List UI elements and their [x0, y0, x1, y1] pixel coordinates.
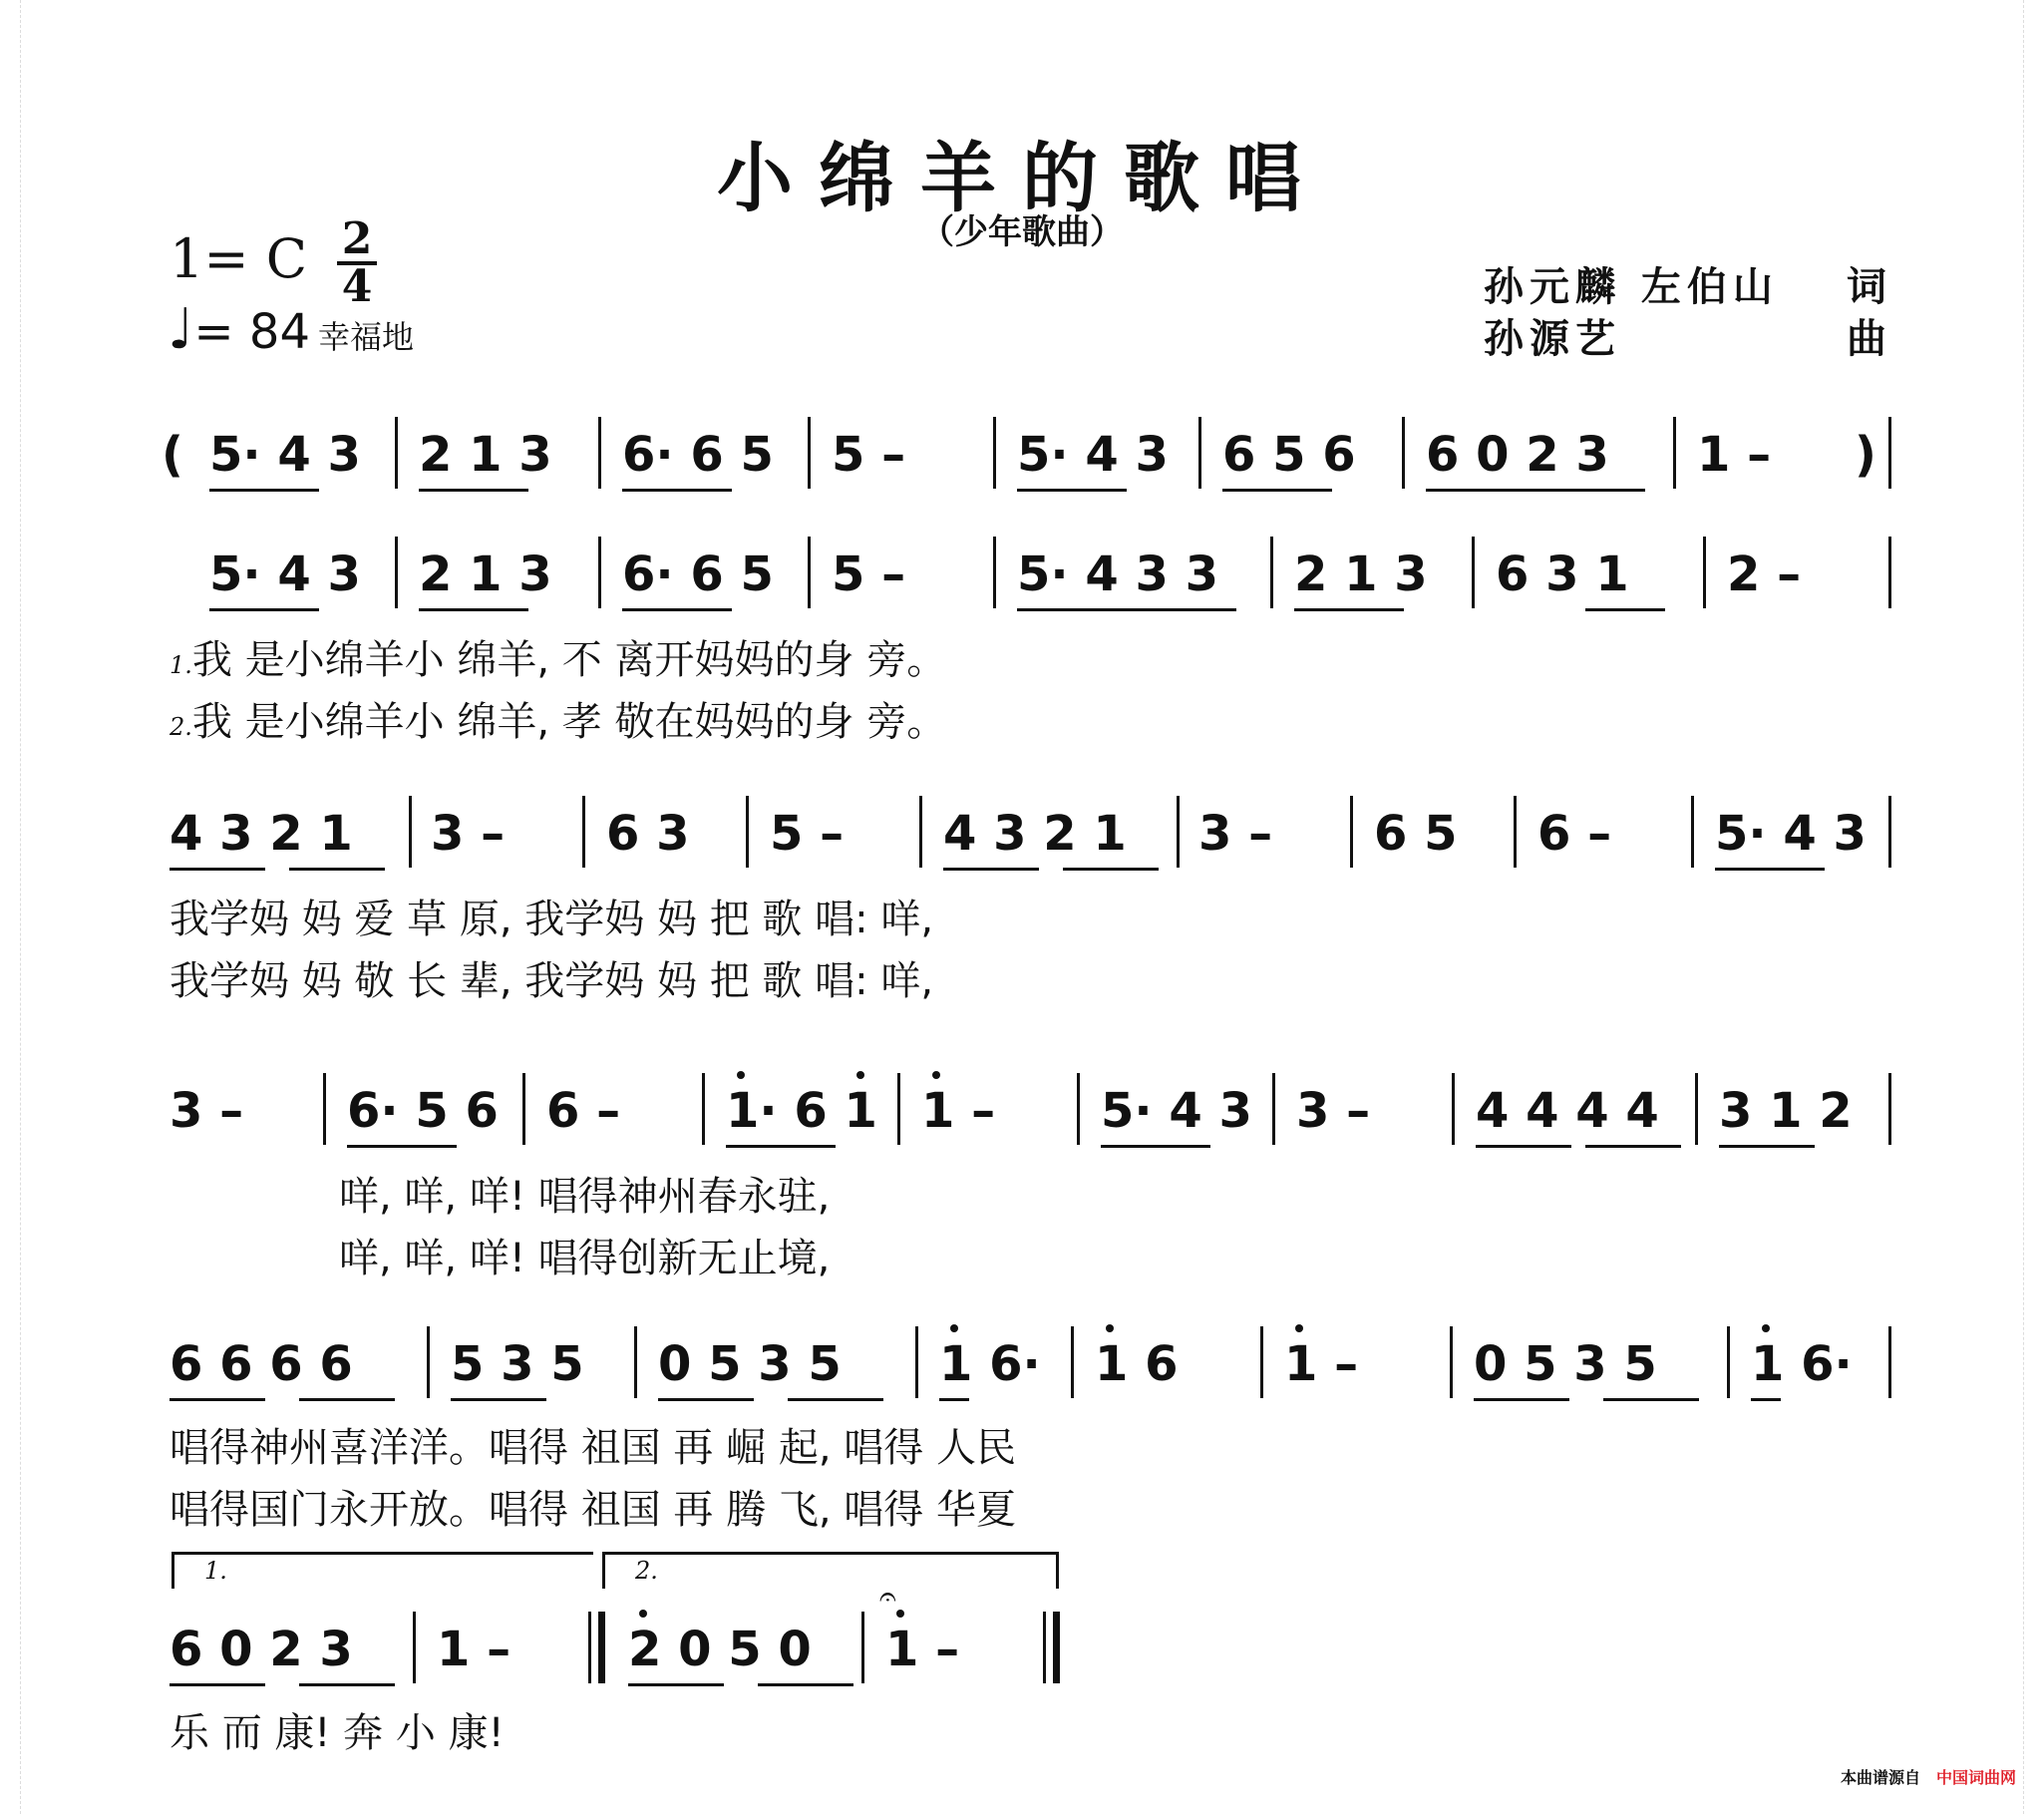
measure: 1 –	[1284, 1336, 1359, 1392]
lyric-text: 我 是小绵羊小 绵羊, 孝 敬在妈妈的身 旁。	[191, 699, 947, 745]
measure: 5 –	[832, 546, 906, 602]
barline	[634, 1326, 637, 1398]
measure: 6 0 2 3	[170, 1622, 353, 1677]
barline	[1888, 537, 1891, 608]
measure: 2 1 3	[419, 546, 552, 602]
lyric-line-1-verse-1	[170, 628, 946, 685]
barline	[598, 537, 601, 608]
barline	[915, 1326, 918, 1398]
barline	[1270, 537, 1273, 608]
underline-beam	[1017, 608, 1236, 611]
underline-beam	[758, 1683, 853, 1686]
measure: 5· 4 3	[209, 546, 361, 602]
staff-line-1	[170, 529, 1894, 618]
lyricists: 孙元麟 左伯山	[1484, 264, 1779, 310]
final-barline	[1888, 417, 1891, 489]
measure: 1· 6 1	[726, 1083, 877, 1139]
underline-beam	[788, 1398, 883, 1401]
underline-beam	[209, 608, 319, 611]
underline-beam	[1476, 1145, 1571, 1148]
measure: 6· 6 5	[622, 427, 774, 483]
barline	[1350, 796, 1353, 868]
underline-beam	[1474, 1398, 1569, 1401]
lyric-line-5: 乐 而 康! 奔 小 康!	[170, 1710, 505, 1756]
high-octave-dot	[856, 1071, 864, 1079]
verse-number: 2.	[170, 713, 192, 741]
barline	[993, 537, 996, 608]
measure: 1 6·	[939, 1336, 1041, 1392]
barline	[993, 417, 996, 489]
barline	[702, 1073, 705, 1145]
underline-beam	[1222, 489, 1332, 492]
measure: 2 1 3	[1294, 546, 1428, 602]
repeat-end-barline-thick	[598, 1612, 605, 1683]
composer: 孙源艺	[1484, 316, 1621, 362]
barline	[323, 1073, 326, 1145]
barline	[1514, 796, 1517, 868]
measure: 6 0 2 3	[1426, 427, 1609, 483]
underline-beam	[622, 489, 732, 492]
measure: 5· 4 3	[1715, 806, 1867, 862]
barline	[1077, 1073, 1080, 1145]
underline-beam	[726, 1145, 836, 1148]
barline	[919, 796, 922, 868]
underline-beam	[1603, 1398, 1699, 1401]
measure: 6 3 1	[1496, 546, 1629, 602]
measure: 6 –	[1537, 806, 1612, 862]
song-title: 小绵羊的歌唱	[717, 134, 1327, 222]
barline	[1673, 417, 1676, 489]
measure: 3 –	[1198, 806, 1273, 862]
measure: 4 3 2 1	[943, 806, 1127, 862]
footer-site-link[interactable]: 中国词曲网	[1935, 1768, 2016, 1787]
measure: 3 –	[431, 806, 506, 862]
first-ending-label: 1.	[204, 1557, 227, 1585]
first-ending-bracket	[171, 1552, 593, 1589]
measure: 0 5 3 5	[1474, 1336, 1657, 1392]
measure: 5· 4 3	[1017, 427, 1169, 483]
underline-beam	[1585, 1145, 1681, 1148]
measure: 6 –	[546, 1083, 621, 1139]
key-signature: 1= C	[170, 227, 308, 290]
measure: 6 3	[606, 806, 690, 862]
measure: 3 1 2	[1719, 1083, 1853, 1139]
barline	[1198, 417, 1201, 489]
measure: 0 5 3 5	[658, 1336, 842, 1392]
barline	[1727, 1326, 1730, 1398]
staff-line-3	[170, 1065, 1894, 1155]
composer-label: 曲	[1847, 316, 1892, 362]
high-octave-dot	[1762, 1324, 1770, 1332]
underline-beam	[1719, 1145, 1815, 1148]
final-barline	[1043, 1612, 1046, 1683]
lyric-line-1-verse-2	[170, 690, 946, 747]
measure: 5 –	[770, 806, 845, 862]
high-octave-dot	[737, 1071, 745, 1079]
measure: 4 4 4 4	[1476, 1083, 1659, 1139]
underline-beam	[1294, 608, 1404, 611]
barline	[1888, 1073, 1891, 1145]
fermata-icon: 𝄐	[879, 1580, 896, 1615]
barline	[598, 417, 601, 489]
measure: 1 –	[921, 1083, 996, 1139]
underline-beam	[1017, 489, 1127, 492]
barline	[1888, 1326, 1891, 1398]
measure: 4 3 2 1	[170, 806, 353, 862]
barline	[808, 417, 811, 489]
second-ending-bracket	[602, 1552, 1059, 1589]
song-subtitle: （少年歌曲）	[920, 212, 1124, 252]
repeat-end-barline	[588, 1612, 591, 1683]
high-octave-dot	[950, 1324, 958, 1332]
measure: 3 –	[170, 1083, 244, 1139]
measure: 2 1 3	[419, 427, 552, 483]
high-octave-dot	[639, 1610, 647, 1618]
measure: 5· 4 3	[209, 427, 361, 483]
measure: 6· 6 5	[622, 546, 774, 602]
final-barline-thick	[1053, 1612, 1060, 1683]
second-ending-label: 2.	[635, 1557, 658, 1585]
measure: 1 –	[437, 1622, 511, 1677]
barline	[1402, 417, 1405, 489]
left-margin-strip	[0, 0, 21, 1814]
barline	[1177, 796, 1180, 868]
underline-beam	[658, 1398, 754, 1401]
staff-line-2	[170, 788, 1894, 878]
barline	[1691, 796, 1694, 868]
prelude-open-paren: (	[162, 427, 183, 483]
high-octave-dot	[896, 1610, 904, 1618]
measure: 6 5	[1374, 806, 1458, 862]
measure: 1 –	[885, 1622, 960, 1677]
tempo-marking	[168, 297, 414, 362]
underline-beam	[299, 1683, 395, 1686]
lyric-line-3-verse-1: 咩, 咩, 咩! 唱得神州春永驻,	[339, 1174, 831, 1220]
measure: 1 6·	[1751, 1336, 1853, 1392]
barline	[1703, 537, 1706, 608]
underline-beam	[299, 1398, 395, 1401]
barline	[1272, 1073, 1275, 1145]
high-octave-dot	[1295, 1324, 1303, 1332]
tempo-value: = 84	[193, 304, 310, 360]
measure: 5· 4 3	[1101, 1083, 1252, 1139]
underline-beam	[1585, 608, 1665, 611]
prelude-staff	[162, 409, 1894, 499]
measure: 5· 4 3 3	[1017, 546, 1218, 602]
underline-beam	[628, 1683, 724, 1686]
barline	[427, 1326, 430, 1398]
staff-line-4	[170, 1318, 1894, 1408]
measure: 6· 5 6	[347, 1083, 499, 1139]
underline-beam	[1063, 868, 1159, 871]
barline	[409, 796, 412, 868]
barline	[395, 417, 398, 489]
barline	[1260, 1326, 1263, 1398]
footer-credit	[1841, 1765, 2016, 1788]
underline-beam	[1101, 1145, 1210, 1148]
prelude-close-paren: )	[1855, 427, 1876, 483]
barline	[808, 537, 811, 608]
right-margin-strip	[2023, 0, 2044, 1814]
high-octave-dot	[932, 1071, 940, 1079]
measure: 5 3 5	[451, 1336, 584, 1392]
lyric-line-4-verse-1: 唱得神州喜洋洋。唱得 祖国 再 崛 起, 唱得 人民	[170, 1425, 1017, 1471]
underline-beam	[419, 608, 528, 611]
quarter-note-icon: ♩	[168, 297, 194, 362]
measure: 5 –	[832, 427, 906, 483]
barline	[395, 537, 398, 608]
measure: 2 –	[1727, 546, 1802, 602]
underline-beam	[1715, 868, 1825, 871]
barline	[746, 796, 749, 868]
barline	[1452, 1073, 1455, 1145]
barline	[413, 1612, 416, 1683]
time-signature-bottom: 4	[341, 261, 373, 312]
lyric-label: 词	[1847, 264, 1892, 310]
time-signature	[337, 213, 377, 312]
barline	[582, 796, 585, 868]
lyric-line-3-verse-2: 咩, 咩, 咩! 唱得创新无止境,	[339, 1236, 831, 1281]
barline	[1472, 537, 1475, 608]
underline-beam	[347, 1145, 457, 1148]
expression-mark: 幸福地	[317, 318, 414, 356]
barline	[1888, 796, 1891, 868]
lyric-text: 我 是小绵羊小 绵羊, 不 离开妈妈的身 旁。	[191, 637, 947, 683]
barline	[897, 1073, 900, 1145]
staff-line-5	[170, 1580, 1167, 1693]
underline-beam	[622, 608, 732, 611]
lyric-line-2-verse-1: 我学妈 妈 爱 草 原, 我学妈 妈 把 歌 唱: 咩,	[170, 897, 934, 942]
underline-beam	[170, 1683, 265, 1686]
underline-beam	[1751, 1398, 1781, 1401]
underline-beam	[419, 489, 528, 492]
barline	[1695, 1073, 1698, 1145]
lyric-line-4-verse-2: 唱得国门永开放。唱得 祖国 再 腾 飞, 唱得 华夏	[170, 1487, 1017, 1533]
barline	[861, 1612, 864, 1683]
high-octave-dot	[1106, 1324, 1114, 1332]
measure: 1 6	[1095, 1336, 1179, 1392]
measure: 6 5 6	[1222, 427, 1356, 483]
barline	[522, 1073, 525, 1145]
underline-beam	[451, 1398, 546, 1401]
underline-beam	[289, 868, 385, 871]
underline-beam	[939, 1398, 969, 1401]
time-signature-top: 2	[341, 213, 373, 264]
footer-source: 本曲谱源自	[1840, 1768, 1920, 1787]
barline	[1071, 1326, 1074, 1398]
underline-beam	[209, 489, 319, 492]
measure: 1 –	[1697, 427, 1772, 483]
measure: 6 6 6 6	[170, 1336, 353, 1392]
measure: 2 0 5 0	[628, 1622, 812, 1677]
underline-beam	[170, 1398, 265, 1401]
underline-beam	[943, 868, 1039, 871]
measure: 3 –	[1296, 1083, 1371, 1139]
verse-number: 1.	[170, 651, 192, 679]
underline-beam	[1426, 489, 1645, 492]
lyric-line-2-verse-2: 我学妈 妈 敬 长 辈, 我学妈 妈 把 歌 唱: 咩,	[170, 958, 934, 1004]
underline-beam	[170, 868, 265, 871]
barline	[1450, 1326, 1453, 1398]
